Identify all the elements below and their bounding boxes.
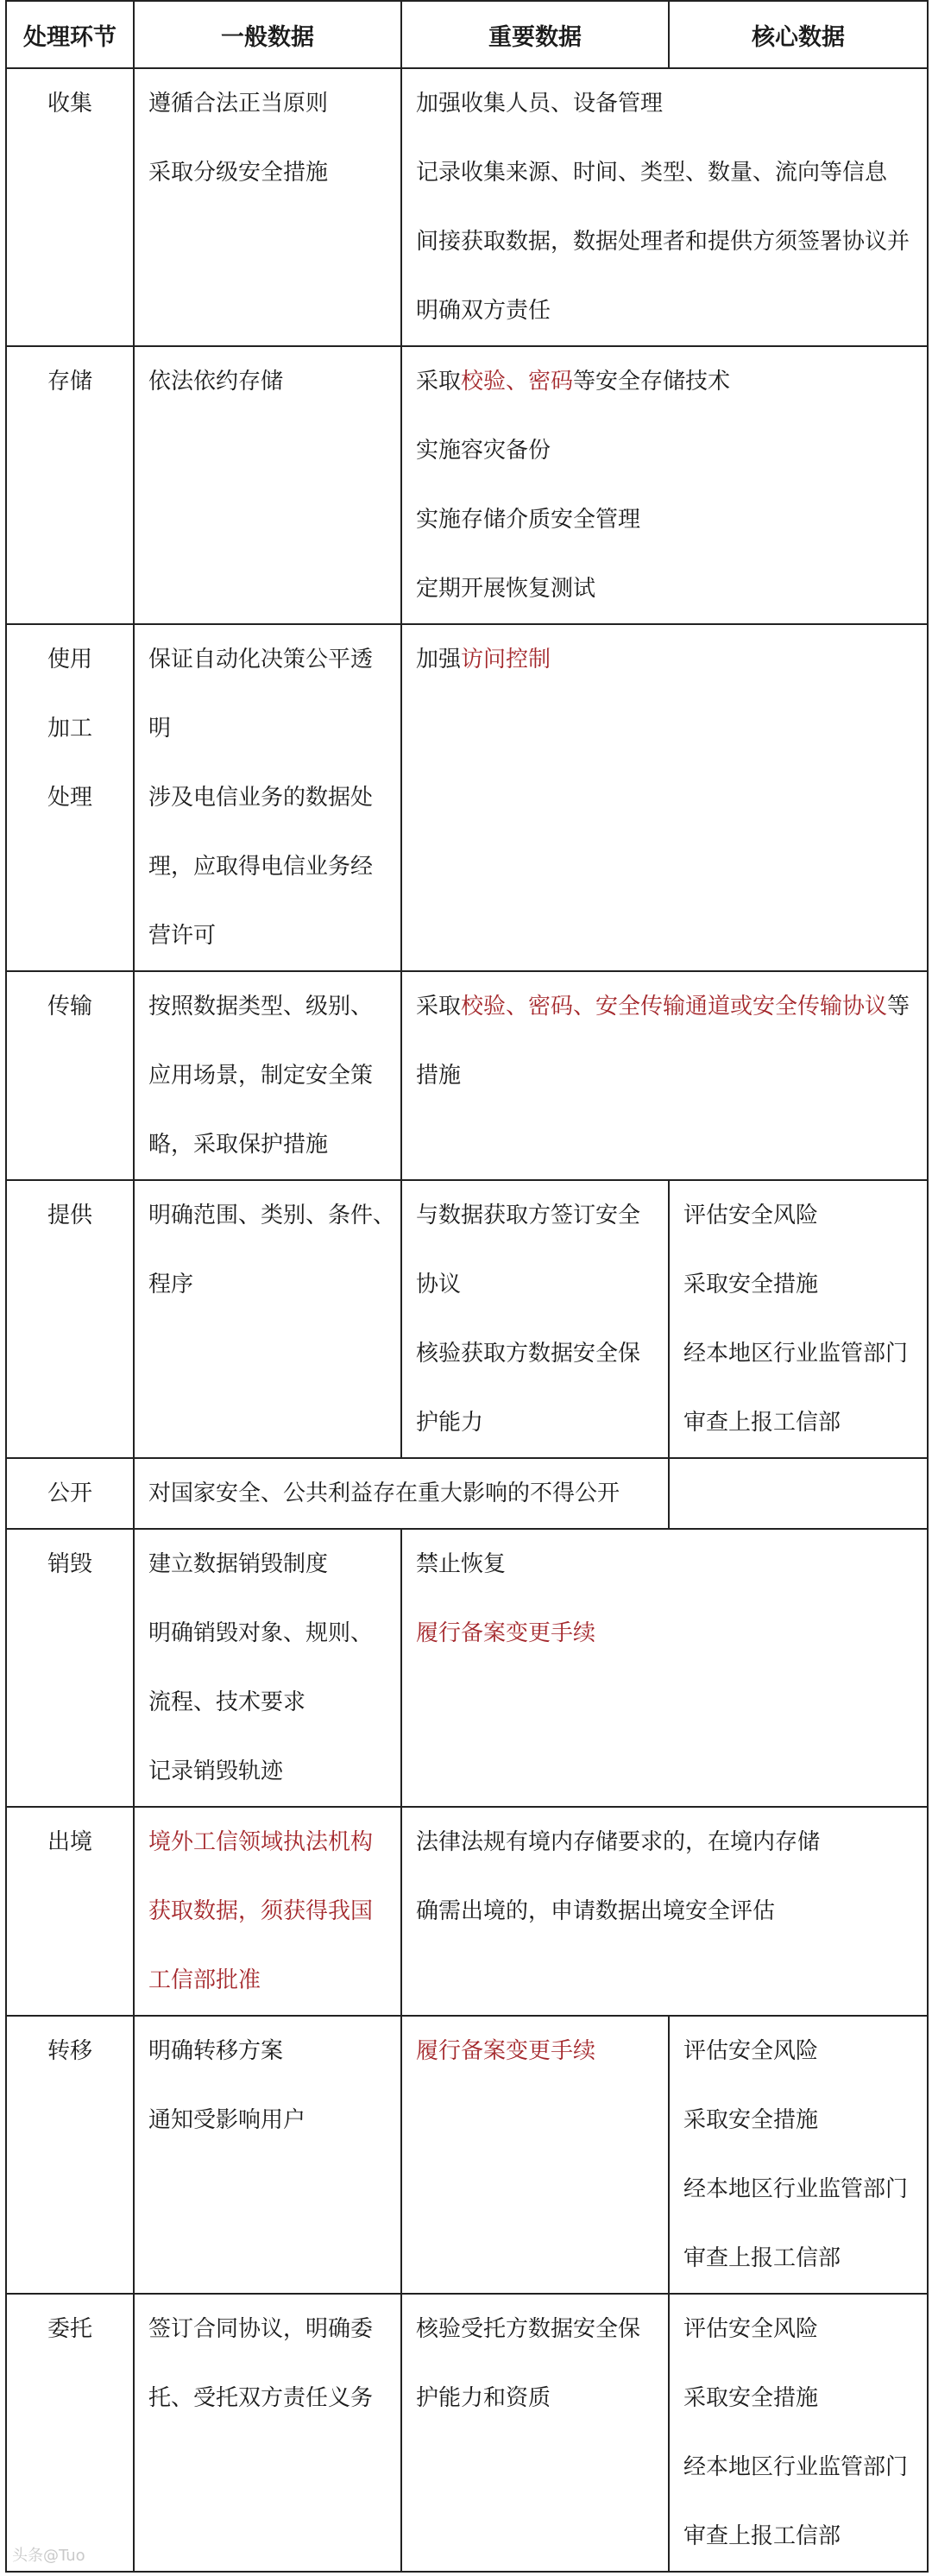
core-text: 采取安全措施	[683, 2385, 819, 2411]
stage-label: 传输	[47, 994, 92, 1020]
important-cell	[401, 1807, 928, 2016]
general-cell	[134, 624, 401, 971]
important-text: 护能力	[416, 1410, 484, 1436]
text-plain: 加强	[416, 647, 462, 672]
row-provide	[6, 1180, 928, 1458]
core-text: 经本地区行业监管部门	[683, 2454, 909, 2480]
important-cell	[401, 1180, 669, 1458]
general-text-highlight: 工信部批准	[148, 1967, 261, 1993]
general-cell	[134, 971, 401, 1180]
data-handling-table	[5, 0, 929, 2573]
row-store	[6, 346, 928, 624]
text-highlight: 校验、密码	[461, 369, 574, 395]
general-text: 建立数据销毁制度	[148, 1551, 329, 1577]
stage-cell	[6, 1180, 134, 1458]
important-text: 明确双方责任	[416, 298, 551, 324]
important-text: 与数据获取方签订安全	[416, 1203, 641, 1228]
general-text: 营许可	[148, 923, 217, 949]
core-text: 评估安全风险	[683, 1203, 819, 1228]
row-transfer	[6, 2016, 928, 2294]
stage-label: 提供	[47, 1203, 92, 1228]
general-text-highlight: 境外工信领域执法机构	[148, 1829, 374, 1855]
general-text: 明确销毁对象、规则、	[148, 1620, 374, 1646]
stage-cell	[6, 971, 134, 1180]
general-text: 程序	[148, 1272, 194, 1297]
stage-label: 存储	[47, 369, 92, 395]
row-transmit	[6, 971, 928, 1180]
core-text: 经本地区行业监管部门	[683, 1341, 909, 1367]
stage-cell	[6, 2294, 134, 2572]
general-text: 采取分级安全措施	[148, 160, 329, 186]
general-cell	[134, 68, 401, 346]
important-text: 确需出境的，申请数据出境安全评估	[416, 1898, 776, 1924]
important-text: 协议	[416, 1272, 462, 1297]
row-entrust	[6, 2294, 928, 2572]
stage-label: 委托	[47, 2316, 92, 2342]
core-text: 评估安全风险	[683, 2316, 819, 2342]
stage-cell	[6, 2016, 134, 2294]
important-cell	[401, 624, 928, 971]
important-text: 加强收集人员、设备管理	[416, 91, 664, 117]
general-text: 按照数据类型、级别、	[148, 994, 374, 1020]
stage-label: 使用	[47, 647, 92, 672]
row-publish	[6, 1458, 928, 1529]
text-plain: 采取	[416, 994, 462, 1020]
general-text: 略，采取保护措施	[148, 1132, 329, 1158]
text-plain: 采取	[416, 369, 462, 395]
important-text-highlight: 履行备案变更手续	[416, 1620, 596, 1646]
important-text: 间接获取数据，数据处理者和提供方须签署协议并	[416, 229, 910, 255]
general-text: 明确范围、类别、条件、	[148, 1203, 396, 1228]
important-cell	[401, 2016, 669, 2294]
core-text: 审查上报工信部	[683, 2523, 841, 2549]
header-row	[6, 1, 928, 68]
general-text: 通知受影响用户	[148, 2107, 306, 2133]
row-destroy	[6, 1529, 928, 1807]
important-cell	[401, 346, 928, 624]
important-text: 法律法规有境内存储要求的，在境内存储	[416, 1829, 821, 1855]
important-cell	[401, 971, 928, 1180]
stage-label: 处理	[47, 785, 92, 811]
general-cell	[134, 1807, 401, 2016]
important-text: 措施	[416, 1063, 462, 1089]
row-export	[6, 1807, 928, 2016]
general-text: 明确转移方案	[148, 2038, 284, 2064]
watermark: 头条@Tuo	[12, 2547, 85, 2565]
general-cell	[134, 1180, 401, 1458]
core-cell	[669, 2294, 928, 2572]
general-cell	[134, 346, 401, 624]
core-text: 采取安全措施	[683, 2107, 819, 2133]
stage-label: 收集	[47, 91, 92, 117]
stage-cell	[6, 1807, 134, 2016]
text-highlight: 访问控制	[461, 647, 551, 672]
general-cell	[134, 2294, 401, 2572]
header-core: 核心数据	[669, 1, 928, 68]
important-cell	[401, 2294, 669, 2572]
stage-cell	[6, 624, 134, 971]
important-text	[416, 625, 922, 694]
important-text: 实施存储介质安全管理	[416, 507, 641, 533]
text-plain: 等安全存储技术	[573, 369, 731, 395]
important-text	[416, 972, 922, 1041]
general-text: 遵循合法正当原则	[148, 91, 329, 117]
general-text-highlight: 获取数据，须获得我国	[148, 1898, 374, 1924]
general-text: 明	[148, 716, 172, 742]
important-cell	[401, 1529, 928, 1807]
general-text: 流程、技术要求	[148, 1689, 306, 1715]
core-cell	[669, 1458, 928, 1529]
general-cell	[134, 1529, 401, 1807]
header-general: 一般数据	[134, 1, 401, 68]
important-text: 护能力和资质	[416, 2385, 551, 2411]
row-use	[6, 624, 928, 971]
core-text: 审查上报工信部	[683, 2245, 841, 2271]
core-cell	[669, 2016, 928, 2294]
general-text: 对国家安全、公共利益存在重大影响的不得公开	[148, 1481, 620, 1506]
core-cell	[669, 1180, 928, 1458]
text-plain: 等	[887, 994, 910, 1020]
text-highlight: 校验、密码、安全传输通道或安全传输协议	[461, 994, 888, 1020]
general-cell	[134, 1458, 669, 1529]
important-cell	[401, 68, 928, 346]
general-text: 理，应取得电信业务经	[148, 854, 374, 880]
stage-label: 加工	[47, 716, 92, 742]
core-text: 经本地区行业监管部门	[683, 2176, 909, 2202]
important-text	[416, 347, 922, 416]
stage-cell	[6, 1458, 134, 1529]
core-text: 评估安全风险	[683, 2038, 819, 2064]
stage-cell	[6, 1529, 134, 1807]
core-text: 审查上报工信部	[683, 1410, 841, 1436]
stage-label: 出境	[47, 1829, 92, 1855]
important-text: 定期开展恢复测试	[416, 576, 596, 602]
general-text: 签订合同协议，明确委	[148, 2316, 374, 2342]
general-text: 应用场景，制定安全策	[148, 1063, 374, 1089]
general-text: 记录销毁轨迹	[148, 1758, 284, 1784]
stage-cell	[6, 346, 134, 624]
important-text: 核验受托方数据安全保	[416, 2316, 641, 2342]
stage-label: 转移	[47, 2038, 92, 2064]
general-text: 保证自动化决策公平透	[148, 647, 374, 672]
header-stage: 处理环节	[6, 1, 134, 68]
stage-label: 公开	[47, 1481, 92, 1506]
header-important: 重要数据	[401, 1, 669, 68]
general-text: 依法依约存储	[148, 369, 284, 395]
general-cell	[134, 2016, 401, 2294]
important-text: 记录收集来源、时间、类型、数量、流向等信息	[416, 160, 888, 186]
important-text: 实施容灾备份	[416, 438, 551, 464]
stage-cell	[6, 68, 134, 346]
core-text: 采取安全措施	[683, 1272, 819, 1297]
stage-label: 销毁	[47, 1551, 92, 1577]
important-text: 禁止恢复	[416, 1551, 507, 1577]
general-text: 涉及电信业务的数据处	[148, 785, 374, 811]
row-collect	[6, 68, 928, 346]
important-text: 核验获取方数据安全保	[416, 1341, 641, 1367]
general-text: 托、受托双方责任义务	[148, 2385, 374, 2411]
important-text-highlight: 履行备案变更手续	[416, 2038, 596, 2064]
